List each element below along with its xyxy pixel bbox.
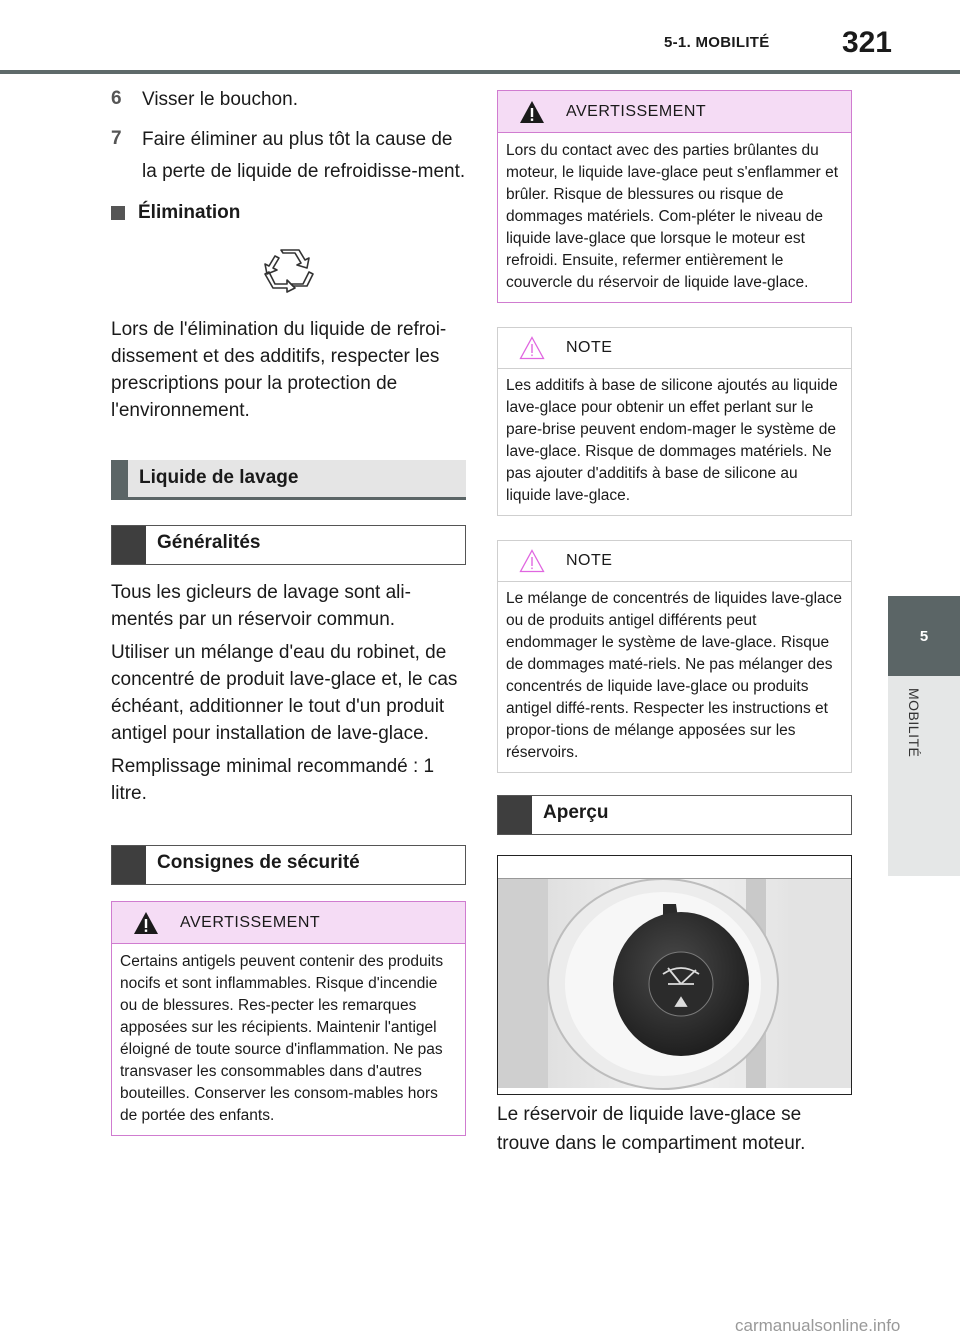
- general-paragraph-3: Remplissage minimal recommandé : 1 litre.: [111, 756, 435, 804]
- caution-icon: [498, 336, 566, 360]
- right-column: [497, 90, 852, 1158]
- chapter-tab-number[interactable]: 5: [888, 596, 960, 676]
- watermark-text: [735, 1312, 960, 1338]
- step-text: Faire éliminer au plus tôt la cause de la perte de liquide de refroidisse-ment.: [142, 129, 466, 182]
- warning-text: Certains antigels peuvent contenir des produits nocifs et sont inflammables. Risque d'incendie ou de blessures. Res-pecter les remarques apposées sur les récipients. Maintenir l'antigel éloigné de toute source d'inflammation. Ne pas transvaser les consommables dans d'autres bouteilles. Conserver les consom-mables hors de portée des enfants.: [120, 953, 444, 1124]
- subsection-heading-bar: [111, 845, 466, 885]
- note-box: [497, 540, 852, 773]
- step-text: Visser le bouchon.: [142, 89, 298, 110]
- watermark: carmanualsonline.info: [735, 1316, 901, 1335]
- warning-icon: [498, 100, 566, 124]
- note-header: [498, 328, 851, 369]
- warning-label: AVERTISSEMENT: [180, 913, 321, 931]
- note-text: Les additifs à base de silicone ajoutés au liquide lave-glace pour obtenir un effet perlant sur le pare-brise peuvent endom-mager le système de lave-glace. Risque de dommages matériels. Ne pas ajouter d'additifs à base de silicone au liquide lave-glace.: [506, 377, 838, 504]
- heading-marker: [112, 846, 146, 884]
- general-paragraph-1: Tous les gicleurs de lavage sont ali-mentés par un réservoir commun.: [111, 582, 411, 630]
- section-heading: Liquide de lavage: [139, 467, 299, 488]
- section-heading-bar: [111, 460, 466, 500]
- note-header: [498, 541, 851, 582]
- heading-marker: [498, 796, 532, 834]
- warning-box: [111, 901, 466, 1136]
- subsection-heading: Consignes de sécurité: [157, 852, 360, 873]
- warning-text: Lors du contact avec des parties brûlantes du moteur, le liquide lave-glace peut s'enflammer et brûler. Risque de blessures ou risque de dommages matériels. Com-pléter le niveau de liquide lave-glace que lorsque le moteur est refroidi. Ensuite, refermer entièrement le couvercle du réservoir de liquide lave-glace.: [506, 142, 839, 291]
- left-column: [111, 84, 466, 1136]
- step-6: [111, 84, 466, 116]
- heading-marker: [112, 526, 146, 564]
- step-7: [111, 124, 466, 188]
- chapter-tab-label: MOBILITÉ: [906, 688, 922, 758]
- subsection-heading: Généralités: [157, 532, 261, 553]
- caution-icon: [498, 549, 566, 573]
- disposal-text: Lors de l'élimination du liquide de refroi-dissement et des additifs, respecter les prescriptions pour la protection de l'environnement.: [111, 319, 447, 421]
- disposal-heading: Élimination: [111, 202, 466, 224]
- section-title: 5-1. MOBILITÉ: [664, 34, 770, 51]
- note-box: [497, 327, 852, 516]
- note-label: NOTE: [566, 552, 613, 569]
- warning-header: [112, 902, 465, 944]
- subsection-heading: Aperçu: [543, 802, 609, 823]
- square-bullet-icon: [111, 206, 125, 220]
- warning-header: [498, 91, 851, 133]
- step-number: 6: [111, 88, 122, 109]
- subsection-heading-bar: [497, 795, 852, 835]
- step-number: 7: [111, 128, 122, 149]
- note-label: NOTE: [566, 339, 613, 356]
- heading-marker: [111, 460, 128, 497]
- note-text: Le mélange de concentrés de liquides lave-glace ou de produits antigel différents peut endommager le système de lave-glace. Risque de dommages maté-riels. Ne pas mélanger des concentrés de liquide lave-glace ou produits antigel diffé-rents. Respecter les instructions et propor-tions de mélange apposées sur les réservoirs.: [506, 590, 843, 761]
- general-paragraph-2: Utiliser un mélange d'eau du robinet, de concentré de produit lave-glace et, le cas échéant, additionner le tout d'un produit antigel pour installation de lave-glace.: [111, 642, 458, 744]
- washer-reservoir-photo: [497, 855, 852, 1095]
- warning-icon: [112, 911, 180, 935]
- header-divider: [0, 70, 960, 74]
- recycle-icon: [111, 248, 466, 296]
- subsection-heading-bar: [111, 525, 466, 565]
- page-number: 321: [841, 26, 892, 59]
- warning-label: AVERTISSEMENT: [566, 102, 707, 120]
- warning-box: [497, 90, 852, 303]
- photo-caption: Le réservoir de liquide lave-glace se trouve dans le compartiment moteur.: [497, 1104, 806, 1154]
